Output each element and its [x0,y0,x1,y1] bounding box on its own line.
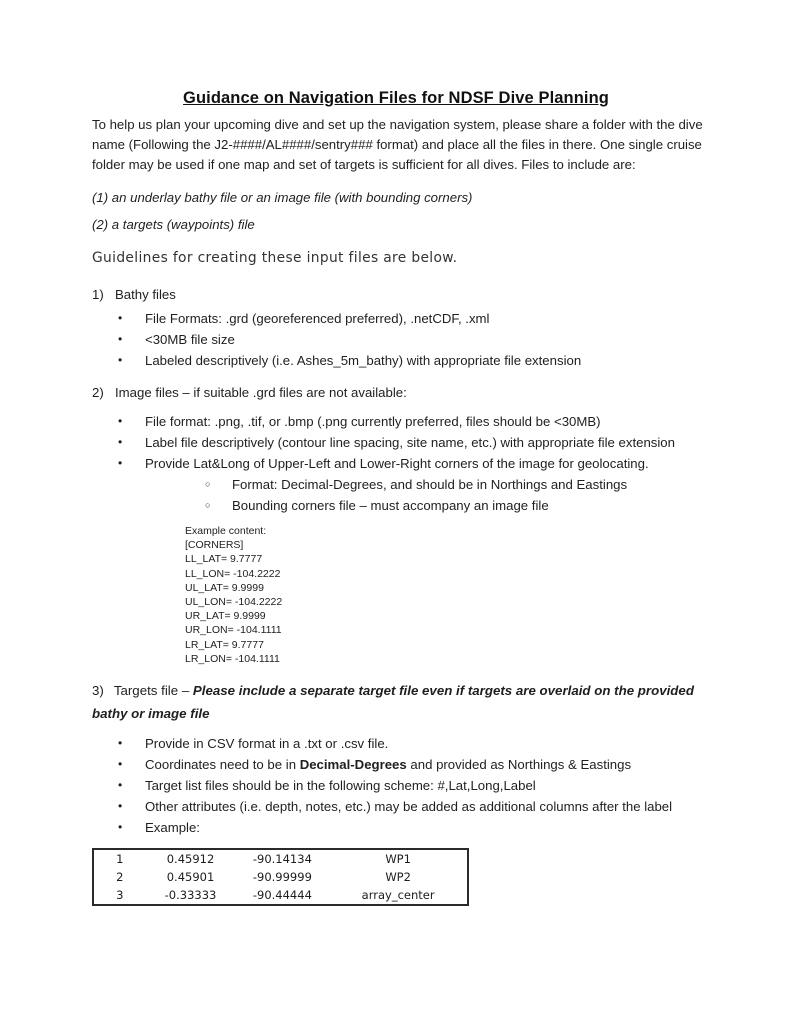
bullet-text: File Formats: .grd (georeferenced preferred), .netCDF, .xml [145,311,490,326]
intro-line: name (Following the J2-####/AL####/sentry### format) and place all the files in there. One single cruise [92,137,702,152]
bullet-text: Bounding corners file – must accompany an image file [232,498,549,513]
bullet-item [92,796,700,817]
bullet-icon: • [118,799,123,814]
section-image-files [92,383,700,666]
sub-bullet-item [92,474,700,495]
example-content-line: LR_LAT= 9.7777 [185,638,264,651]
bullet-text: File format: .png, .tif, or .bmp (.png currently preferred, files should be <30MB) [145,414,601,429]
intro-line: To help us plan your upcoming dive and set up the navigation system, please share a folder with the dive [92,117,703,132]
example-content-line: UR_LAT= 9.9999 [185,610,266,623]
example-content-line: [CORNERS] [185,539,244,552]
targets-example-table-wrap [92,848,700,906]
bullet-icon: • [118,757,123,772]
example-content-line: UL_LON= -104.2222 [185,596,283,609]
table-cell: 0.45912 [166,852,215,867]
bullet-item [92,432,700,453]
example-content-line: UR_LON= -104.1111 [185,624,282,637]
table-cell: -0.33333 [164,888,217,903]
guidelines-note: Guidelines for creating these input files are below. [92,250,458,266]
example-content-label: Example content: [185,525,267,537]
section-heading-image [92,383,700,403]
example-content-block [185,524,700,666]
section-heading-emphasis: Please include a separate target file even if targets are overlaid on the provided bathy or image file [92,683,694,721]
bullet-text: Label file descriptively (contour line spacing, site name, etc.) with appropriate file extension [145,435,675,450]
bullet-text: Other attributes (i.e. depth, notes, etc.) may be added as additional columns after the label [145,799,673,815]
bullet-text: Provide in CSV format in a .txt or .csv file. [145,736,389,752]
table-cell: 2 [116,870,124,885]
bullet-icon: • [118,820,123,835]
bullet-item [92,329,700,350]
bullet-item [92,350,700,371]
bullet-list [92,733,700,838]
bullet-list [92,411,700,516]
section-heading-label: Image files – if suitable .grd files are not available: [115,385,407,400]
table-cell: WP2 [385,870,411,885]
bullet-icon: • [118,332,123,346]
bullet-icon: • [118,311,123,325]
section-heading-label: Bathy files [115,287,176,302]
bullet-icon: • [118,736,123,751]
table-row [93,886,468,905]
bullet-item [92,754,700,775]
bullet-item [92,775,700,796]
intro-line: folder may be used if one map and set of targets is sufficient for all dives. Files to include are: [92,157,636,172]
table-cell: 0.45901 [166,870,215,885]
bullet-text: Example: [145,820,200,836]
bullet-item [92,411,700,432]
bullet-text-post: and provided as Northings & Eastings [406,757,632,773]
table-cell: array_center [361,888,435,903]
example-content-line: LL_LAT= 9.7777 [185,553,263,566]
table-cell: 1 [116,852,124,867]
table-cell: 3 [116,888,124,903]
bullet-text: Format: Decimal-Degrees, and should be in Northings and Eastings [232,477,628,492]
bullet-item [92,817,700,838]
targets-example-table [92,848,469,906]
example-content-line: UL_LAT= 9.9999 [185,581,264,594]
table-row [93,849,468,868]
bullet-icon: • [118,414,123,428]
section-heading-targets [92,680,700,725]
bullet-item [92,453,700,474]
bullet-icon: • [118,778,123,793]
example-content-line: LL_LON= -104.2222 [185,567,281,580]
section-bathy-files [92,285,700,371]
bullet-list [92,308,700,371]
bullet-text: Provide Lat&Long of Upper-Left and Lower-Right corners of the image for geolocating. [145,456,649,471]
bullet-text-pre: Coordinates need to be in [145,757,300,773]
section-heading-plain: Targets file – [113,683,193,699]
bullet-text-bold: Decimal-Degrees [299,757,407,773]
circle-bullet-icon: ○ [205,500,211,510]
bullet-text [145,754,700,775]
table-cell: -90.44444 [252,888,312,903]
section-number: 2) [92,385,104,400]
table-row [93,868,468,886]
circle-bullet-icon: ○ [205,479,211,489]
section-heading-bathy [92,285,700,305]
section-number: 3) [92,683,104,699]
section-targets-file [92,680,700,906]
bullet-text: <30MB file size [145,332,235,347]
bullet-item [92,733,700,754]
bullet-icon: • [118,456,123,470]
table-cell: -90.99999 [252,870,312,885]
section-number: 1) [92,287,104,302]
page-title: Guidance on Navigation Files for NDSF Dive Planning [183,89,609,107]
table-cell: WP1 [385,852,411,867]
sub-bullet-item [92,495,700,516]
bullet-icon: • [118,435,123,449]
file-requirement-2: (2) a targets (waypoints) file [92,217,255,232]
bullet-text: Target list files should be in the following scheme: #,Lat,Long,Label [145,778,536,794]
bullet-item [92,308,700,329]
intro-paragraph [92,115,703,175]
table-cell: -90.14134 [252,852,312,867]
file-requirement-1: (1) an underlay bathy file or an image file (with bounding corners) [92,190,473,205]
bullet-text: Labeled descriptively (i.e. Ashes_5m_bathy) with appropriate file extension [145,353,582,368]
example-content-line: LR_LON= -104.1111 [185,652,280,665]
bullet-icon: • [118,353,123,367]
